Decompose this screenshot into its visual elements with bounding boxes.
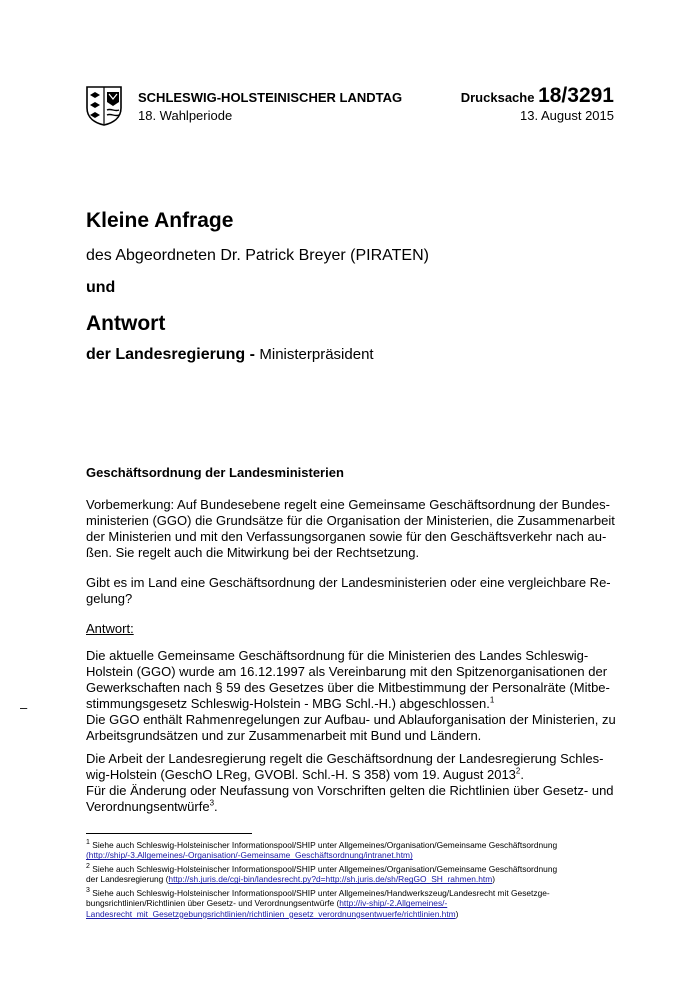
answer-line-text: Verordnungsentwürfe <box>86 799 210 814</box>
footnote-text: bungsrichtlinien/Richtlinien über Gesetz- und Verordnungsentwürfe ( <box>86 898 340 909</box>
footnote-1 <box>86 840 626 861</box>
answer-line: Holstein (GGO) wurde am 16.12.1997 als Vereinbarung mit den Spitzenorganisationen der <box>86 664 608 679</box>
answer-line-end: . <box>214 799 218 814</box>
answer-line: Gewerkschaften nach § 59 des Gesetzes über die Mitbestimmung der Personalräte (Mitbe- <box>86 680 610 695</box>
footnote-line <box>86 888 626 898</box>
coat-of-arms-icon <box>86 86 122 126</box>
answer-line-end: . <box>520 767 524 782</box>
footnote-link[interactable]: http://sh.juris.de/cgi-bin/landesrecht.py?d=http://sh.juris.de/sh/RegGO_SH_rahmen.htm <box>168 874 493 885</box>
question-line: Gibt es im Land eine Geschäftsordnung der Landesministerien oder eine vergleichbare Re- <box>86 575 611 590</box>
answer-line: Für die Änderung oder Neufassung von Vorschriften gelten die Richtlinien über Gesetz- und <box>86 783 614 798</box>
drucksache-value: 18/3291 <box>538 84 614 107</box>
footnote-ref-1: 1 <box>489 695 495 705</box>
answer-line <box>86 799 626 815</box>
document-date: 13. August 2015 <box>520 108 614 123</box>
question-line: gelung? <box>86 591 133 606</box>
footnote-link[interactable]: Landesrecht_mit_Gesetzgebungsrichtlinien/richtlinien_gesetz_verordnungsentwuerfe/richtlinien.htm <box>86 908 456 919</box>
footnote-text: ) <box>455 908 459 919</box>
remark-line: ministerien (GGO) die Grundsätze für die Organisation der Ministerien, die Zusammenarbeit <box>86 513 615 528</box>
footnote-number: 2 <box>86 863 90 871</box>
footnote-divider <box>86 833 252 834</box>
answer-line <box>86 767 626 783</box>
answer-paragraph-1 <box>86 648 626 744</box>
footnote-text: ) <box>492 874 495 885</box>
footnote-line <box>86 850 626 860</box>
footnote-link[interactable]: (http://ship/-3.Allgemeines/-Organisation/-Gemeinsame_Geschäftsordnung/intranet.htm) <box>86 850 413 861</box>
footnote-line <box>86 898 626 908</box>
footnote-line <box>86 840 626 850</box>
remark-line: Vorbemerkung: Auf Bundesebene regelt eine Gemeinsame Geschäftsordnung der Bundes- <box>86 497 610 512</box>
footnote-line <box>86 874 626 884</box>
footnote-ref-3: 3 <box>209 798 215 808</box>
answer-line: Die Arbeit der Landesregierung regelt die Geschäftsordnung der Landesregierung Schles- <box>86 751 604 766</box>
remark-line: ßen. Sie regelt auch die Mitwirkung bei der Rechtsetzung. <box>86 545 420 560</box>
footnote-3 <box>86 888 626 919</box>
und-connector: und <box>86 279 116 296</box>
doc-type-heading: Kleine Anfrage <box>86 209 234 232</box>
footnote-number: 3 <box>86 887 90 895</box>
footnote-line <box>86 864 626 874</box>
question <box>86 575 626 607</box>
answer-heading: Antwort <box>86 312 166 335</box>
government-label: der Landesregierung - <box>86 346 255 363</box>
answer-line: Arbeitsgrundsätzen und zur Zusammenarbeit mit Bund und Ländern. <box>86 728 482 743</box>
footnote-number: 1 <box>86 839 90 847</box>
footnote-2 <box>86 864 626 885</box>
answer-paragraph-3 <box>86 751 626 815</box>
answer-label: Antwort: <box>86 621 134 636</box>
footnote-text: Siehe auch Schleswig-Holsteinischer Informationspool/SHIP unter Allgemeines/Handwerkszeug/Landesrecht mit Gesetzge- <box>92 888 550 898</box>
ministry-name: Ministerpräsident <box>259 346 374 363</box>
margin-mark: – <box>20 700 28 715</box>
government-line <box>86 346 374 364</box>
answer-line-text: wig-Holstein (GeschO LReg, GVOBl. Schl.-H. S 358) vom 19. August 2013 <box>86 767 516 782</box>
answer-line <box>86 696 626 712</box>
parliament-name: SCHLESWIG-HOLSTEINISCHER LANDTAG <box>138 90 403 105</box>
answer-line: Die GGO enthält Rahmenregelungen zur Aufbau- und Ablauforganisation der Ministerien, zu <box>86 712 616 727</box>
legislative-period: 18. Wahlperiode <box>138 108 233 123</box>
author-line: des Abgeordneten Dr. Patrick Breyer (PIRATEN) <box>86 247 429 264</box>
drucksache-number <box>461 84 614 108</box>
answer-line-text: stimmungsgesetz Schleswig-Holstein - MBG Schl.-H.) abgeschlossen. <box>86 696 490 711</box>
footnote-ref-2: 2 <box>515 766 521 776</box>
drucksache-label: Drucksache <box>460 90 535 105</box>
footnote-text: der Landesregierung ( <box>86 874 169 885</box>
footnote-line <box>86 909 626 919</box>
subject-heading: Geschäftsordnung der Landesministerien <box>86 465 344 480</box>
footnote-text: Siehe auch Schleswig-Holsteinischer Informationspool/SHIP unter Allgemeines/Organisation/Gemeinsame Geschäftsordnung <box>92 840 558 850</box>
preliminary-remark <box>86 497 626 561</box>
footnote-text: Siehe auch Schleswig-Holsteinischer Informationspool/SHIP unter Allgemeines/Organisation/Gemeinsame Geschäftsordnung <box>92 864 558 874</box>
footnote-link[interactable]: http://iv-ship/-2.Allgemeines/- <box>339 898 448 909</box>
answer-line: Die aktuelle Gemeinsame Geschäftsordnung für die Ministerien des Landes Schleswig- <box>86 648 589 663</box>
remark-line: der Ministerien und mit den Verfassungsorganen sowie für den Geschäftsverkehr nach au- <box>86 529 607 544</box>
